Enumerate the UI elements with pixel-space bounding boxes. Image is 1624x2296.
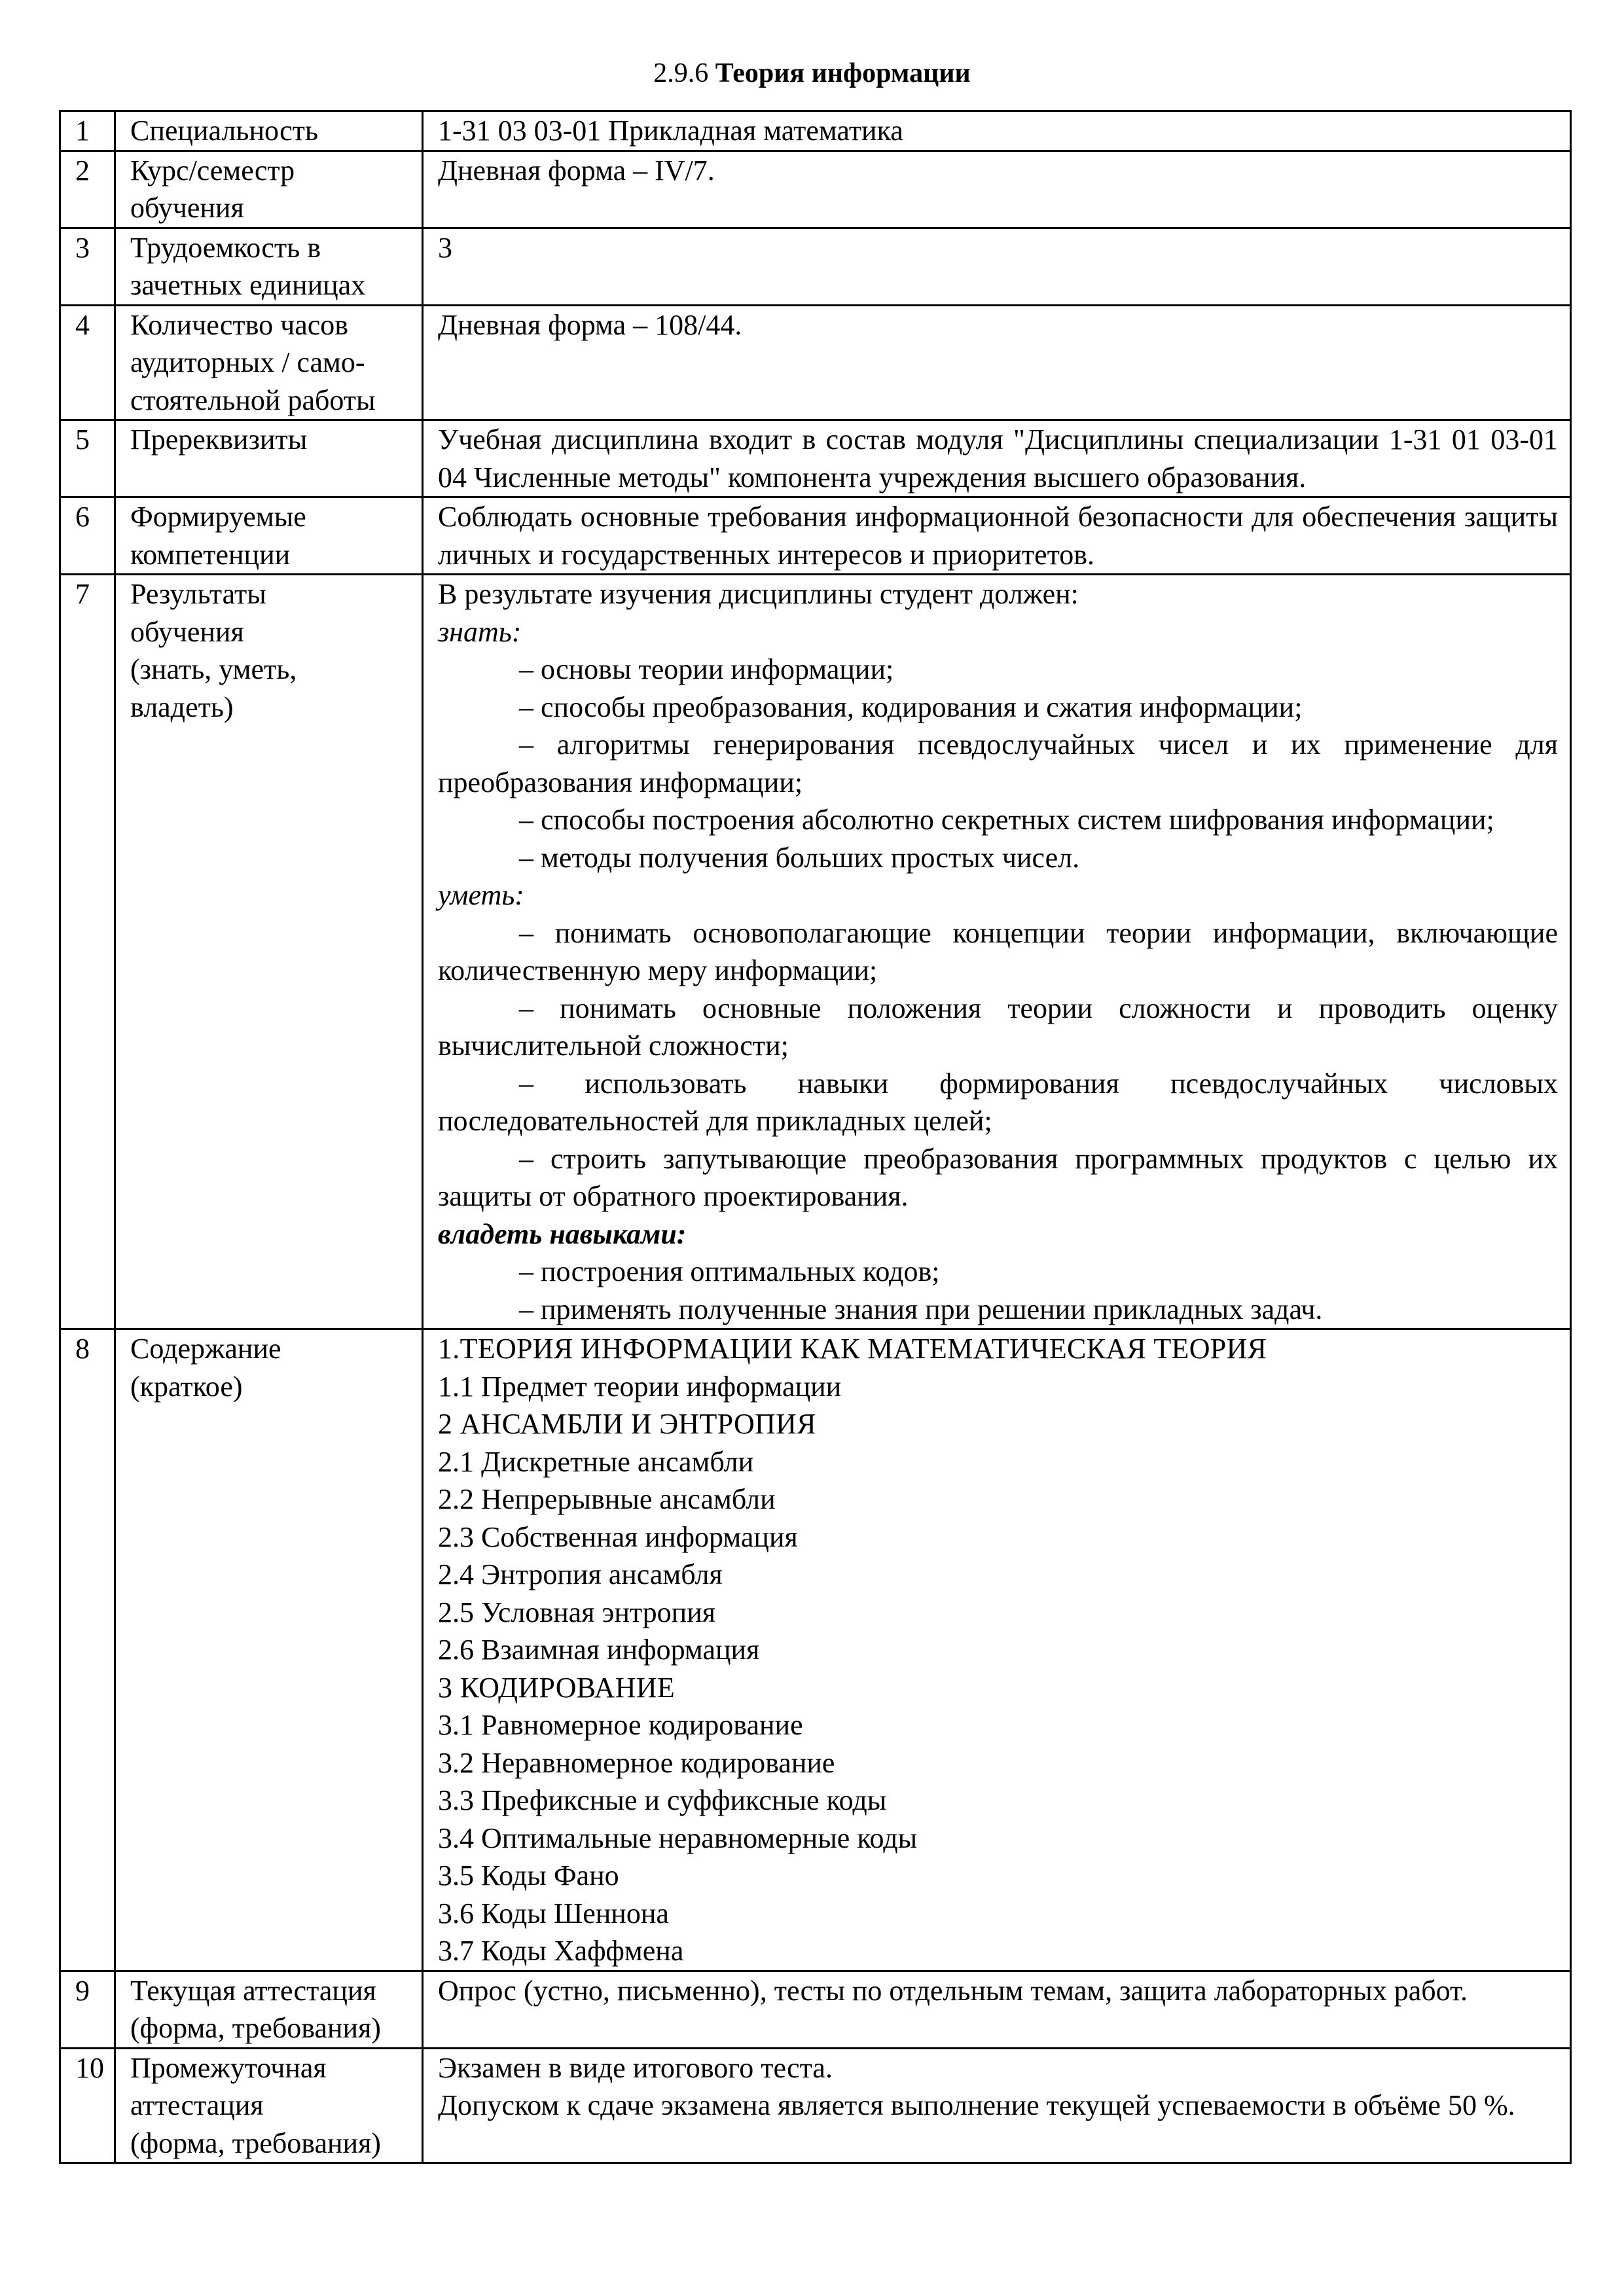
content-topic: 3.7 Коды Хаффмена (438, 1935, 684, 1967)
row-label (115, 228, 423, 305)
row-label-line: Текущая аттестация (130, 1974, 376, 2007)
know-item: – алгоритмы генерирования псевдослучайных чисел и их применение для преобразования информации; (438, 728, 1558, 798)
table-row (60, 2048, 1571, 2163)
row-value (423, 305, 1571, 420)
content-section-heading: 3 КОДИРОВАНИЕ (438, 1671, 676, 1704)
row-value (423, 1971, 1571, 2048)
row-label (115, 111, 423, 151)
row-number: 3 (60, 228, 115, 305)
title-text: Теория информации (715, 58, 971, 88)
row-label-line: аудиторных / само- (130, 346, 365, 378)
table-row (60, 575, 1571, 1329)
row-value (423, 575, 1571, 1329)
content-topic: 2.1 Дискретные ансамбли (438, 1445, 754, 1478)
table-row (60, 1971, 1571, 2048)
row-label (115, 2048, 423, 2163)
row-label-line: компетенции (130, 538, 291, 571)
row-label-line: стоятельной работы (130, 384, 376, 416)
table-row (60, 1329, 1571, 1971)
row-label-line: (форма, требования) (130, 2126, 381, 2159)
content-section-heading: 2 АНСАМБЛИ И ЭНТРОПИЯ (438, 1408, 816, 1440)
row-label-line: Пререквизиты (130, 423, 308, 456)
row-value (423, 420, 1571, 497)
content-topic: 3.2 Неравномерное кодирование (438, 1746, 835, 1779)
row-label-line: владеть) (130, 691, 234, 723)
row-label-line: Результаты (130, 578, 266, 610)
content-topic: 2.2 Непрерывные ансамбли (438, 1483, 776, 1515)
row-label (115, 575, 423, 1329)
row-label-line: обучения (130, 192, 244, 224)
row-label-line: Содержание (130, 1333, 281, 1365)
table-row (60, 111, 1571, 151)
row-label (115, 497, 423, 575)
row-value-paragraph: Учебная дисциплина входит в состав модуля "Дисциплины специализации 1-31 01 03-01 04 Численные методы" компонента учреждения высшего образования. (438, 423, 1558, 493)
row-value-paragraph: Допуском к сдаче экзамена является выполнение текущей успеваемости в объёме 50 %. (438, 2089, 1515, 2121)
row-value-line: 3 (438, 231, 452, 264)
row-label-line: обучения (130, 615, 244, 648)
can-item: – использовать навыки формирования псевдослучайных числовых последовательностей для прикладных целей; (438, 1067, 1558, 1137)
row-value (423, 2048, 1571, 2163)
row-value-paragraph: Соблюдать основные требования информационной безопасности для обеспечения защиты личных и государственных интересов и приоритетов. (438, 501, 1558, 571)
can-item: – понимать основополагающие концепции теории информации, включающие количественную меру информации; (438, 916, 1558, 986)
row-number: 5 (60, 420, 115, 497)
content-topic: 3.5 Коды Фано (438, 1859, 619, 1892)
row-value-paragraph: Опрос (устно, письменно), тесты по отдельным темам, защита лабораторных работ. (438, 1974, 1468, 2007)
row-label-line: Трудоемкость в (130, 231, 321, 264)
row-value (423, 497, 1571, 575)
row-label-line: зачетных единицах (130, 269, 366, 301)
row-label (115, 1971, 423, 2048)
row-number: 4 (60, 305, 115, 420)
row-value (423, 228, 1571, 305)
content-topic: 1.1 Предмет теории информации (438, 1370, 842, 1403)
title-number: 2.9.6 (653, 58, 709, 88)
can-item: – строить запутывающие преобразования программных продуктов с целью их защиты от обратного проектирования. (438, 1142, 1558, 1212)
content-topic: 2.5 Условная энтропия (438, 1596, 715, 1628)
table-row (60, 228, 1571, 305)
discipline-table (59, 110, 1572, 2164)
page-title (0, 55, 1624, 92)
row-label-line: (краткое) (130, 1370, 243, 1403)
row-number: 9 (60, 1971, 115, 2048)
outcomes-intro: В результате изучения дисциплины студент должен: (438, 578, 1079, 610)
table-row (60, 305, 1571, 420)
know-item: – методы получения больших простых чисел. (519, 841, 1080, 874)
know-item: – способы построения абсолютно секретных систем шифрования информации; (519, 804, 1494, 836)
know-item: – основы теории информации; (519, 653, 894, 685)
content-topic: 3.1 Равномерное кодирование (438, 1709, 803, 1741)
know-heading: знать: (438, 615, 522, 648)
skills-item: – применять полученные знания при решении прикладных задач. (519, 1293, 1323, 1325)
row-value (423, 151, 1571, 228)
content-topic: 2.4 Энтропия ансамбля (438, 1558, 723, 1590)
row-number: 1 (60, 111, 115, 151)
row-number: 2 (60, 151, 115, 228)
table-row (60, 497, 1571, 575)
row-label (115, 1329, 423, 1971)
content-section-heading: 1.ТЕОРИЯ ИНФОРМАЦИИ КАК МАТЕМАТИЧЕСКАЯ ТЕОРИЯ (438, 1333, 1267, 1365)
row-label-line: Промежуточная (130, 2051, 327, 2084)
can-item: – понимать основные положения теории сложности и проводить оценку вычислительной сложности; (438, 992, 1558, 1062)
row-label-line: Курс/семестр (130, 154, 295, 187)
row-label-line: (знать, уметь, (130, 653, 297, 685)
row-value-line: Дневная форма – IV/7. (438, 154, 715, 187)
know-item: – способы преобразования, кодирования и сжатия информации; (519, 691, 1303, 723)
content-topic: 3.6 Коды Шеннона (438, 1897, 669, 1929)
row-value-line: Дневная форма – 108/44. (438, 308, 742, 341)
content-topic: 3.3 Префиксные и суффиксные коды (438, 1784, 887, 1816)
content-topic: 2.3 Собственная информация (438, 1520, 798, 1553)
can-heading: уметь: (438, 879, 524, 911)
row-label (115, 305, 423, 420)
row-label-line: (форма, требования) (130, 2012, 381, 2044)
row-number: 8 (60, 1329, 115, 1971)
row-number: 10 (60, 2048, 115, 2163)
row-value-line: Экзамен в виде итогового теста. (438, 2051, 833, 2084)
row-label (115, 151, 423, 228)
skills-heading: владеть навыками: (438, 1217, 687, 1250)
content-topic: 3.4 Оптимальные неравномерные коды (438, 1821, 918, 1854)
table-row (60, 151, 1571, 228)
row-number: 6 (60, 497, 115, 575)
skills-item: – построения оптимальных кодов; (519, 1255, 940, 1287)
row-label-line: Специальность (130, 115, 318, 147)
content-list (423, 1329, 1571, 1971)
row-label-line: аттестация (130, 2089, 264, 2121)
row-value-line: 1-31 03 03-01 Прикладная математика (438, 115, 903, 147)
table-row (60, 420, 1571, 497)
row-label (115, 420, 423, 497)
content-topic: 2.6 Взаимная информация (438, 1634, 760, 1666)
row-label-line: Количество часов (130, 308, 349, 341)
row-label-line: Формируемые (130, 501, 306, 533)
row-number: 7 (60, 575, 115, 1329)
row-value (423, 111, 1571, 151)
